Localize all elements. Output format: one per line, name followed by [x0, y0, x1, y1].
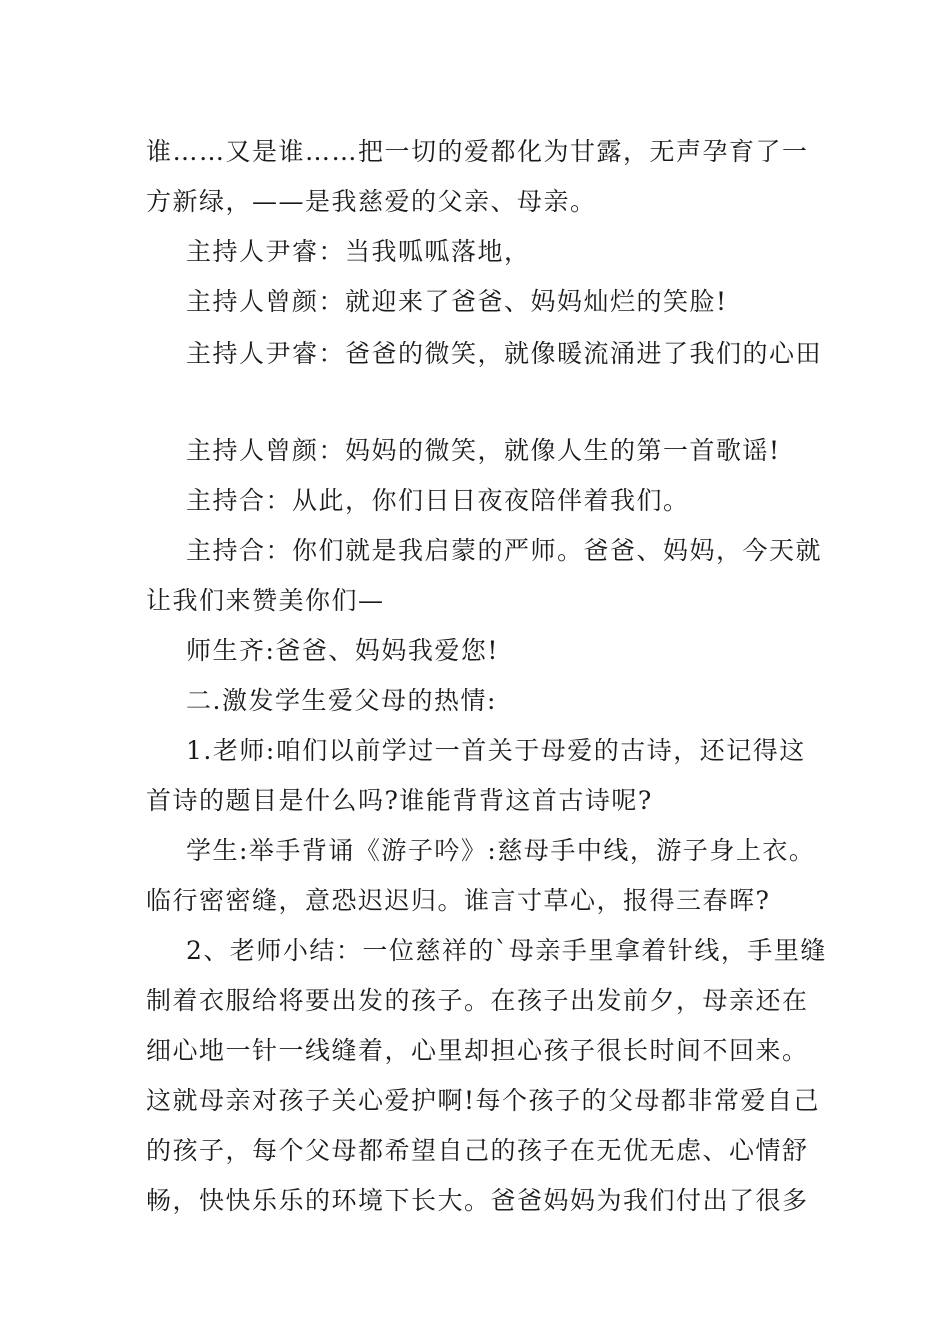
- text-line: 临行密密缝，意恐迟迟归。谁言寸草心，报得三春晖?: [146, 886, 771, 915]
- text-line: 师生齐:爸爸、妈妈我爱您!: [186, 636, 499, 665]
- text-line: 主持合：你们就是我启蒙的严师。爸爸、妈妈，今天就: [186, 536, 823, 565]
- text-line: 学生:举手背诵《游子吟》:慈母手中线，游子身上衣。: [186, 836, 816, 865]
- text-line: 主持人尹睿：爸爸的微笑，就像暖流涌进了我们的心田: [186, 339, 823, 368]
- text-line: 主持人曾颜：就迎来了爸爸、妈妈灿烂的笑脸!: [186, 287, 728, 316]
- text-line: 的孩子，每个父母都希望自己的孩子在无优无虑、心情舒: [146, 1136, 809, 1165]
- text-line: 主持合：从此，你们日日夜夜陪伴着我们。: [186, 486, 690, 515]
- text-line: 这就母亲对孩子关心爱护啊!每个孩子的父母都非常爱自己: [146, 1086, 821, 1115]
- text-line: 首诗的题目是什么吗?谁能背背这首古诗呢?: [146, 786, 653, 815]
- text-line: 畅，快快乐乐的环境下长大。爸爸妈妈为我们付出了很多: [146, 1186, 809, 1215]
- text-line: 让我们来赞美你们—: [146, 586, 385, 615]
- text-line: 主持人曾颜：妈妈的微笑，就像人生的第一首歌谣!: [186, 436, 781, 465]
- text-line: 1.老师:咱们以前学过一首关于母爱的古诗，还记得这: [186, 736, 806, 765]
- text-line: 2、老师小结：一位慈祥的`母亲手里拿着针线，手里缝: [186, 936, 827, 965]
- text-line: 方新绿，——是我慈爱的父亲、母亲。: [146, 187, 597, 216]
- text-line: 谁……又是谁……把一切的爱都化为甘露，无声孕育了一: [146, 137, 809, 166]
- text-line: 主持人尹睿：当我呱呱落地，: [186, 237, 531, 266]
- text-line: 二.激发学生爱父母的热情:: [186, 686, 497, 715]
- text-line: 制着衣服给将要出发的孩子。在孩子出发前夕，母亲还在: [146, 986, 809, 1015]
- text-line: 细心地一针一线缝着，心里却担心孩子很长时间不回来。: [146, 1036, 809, 1065]
